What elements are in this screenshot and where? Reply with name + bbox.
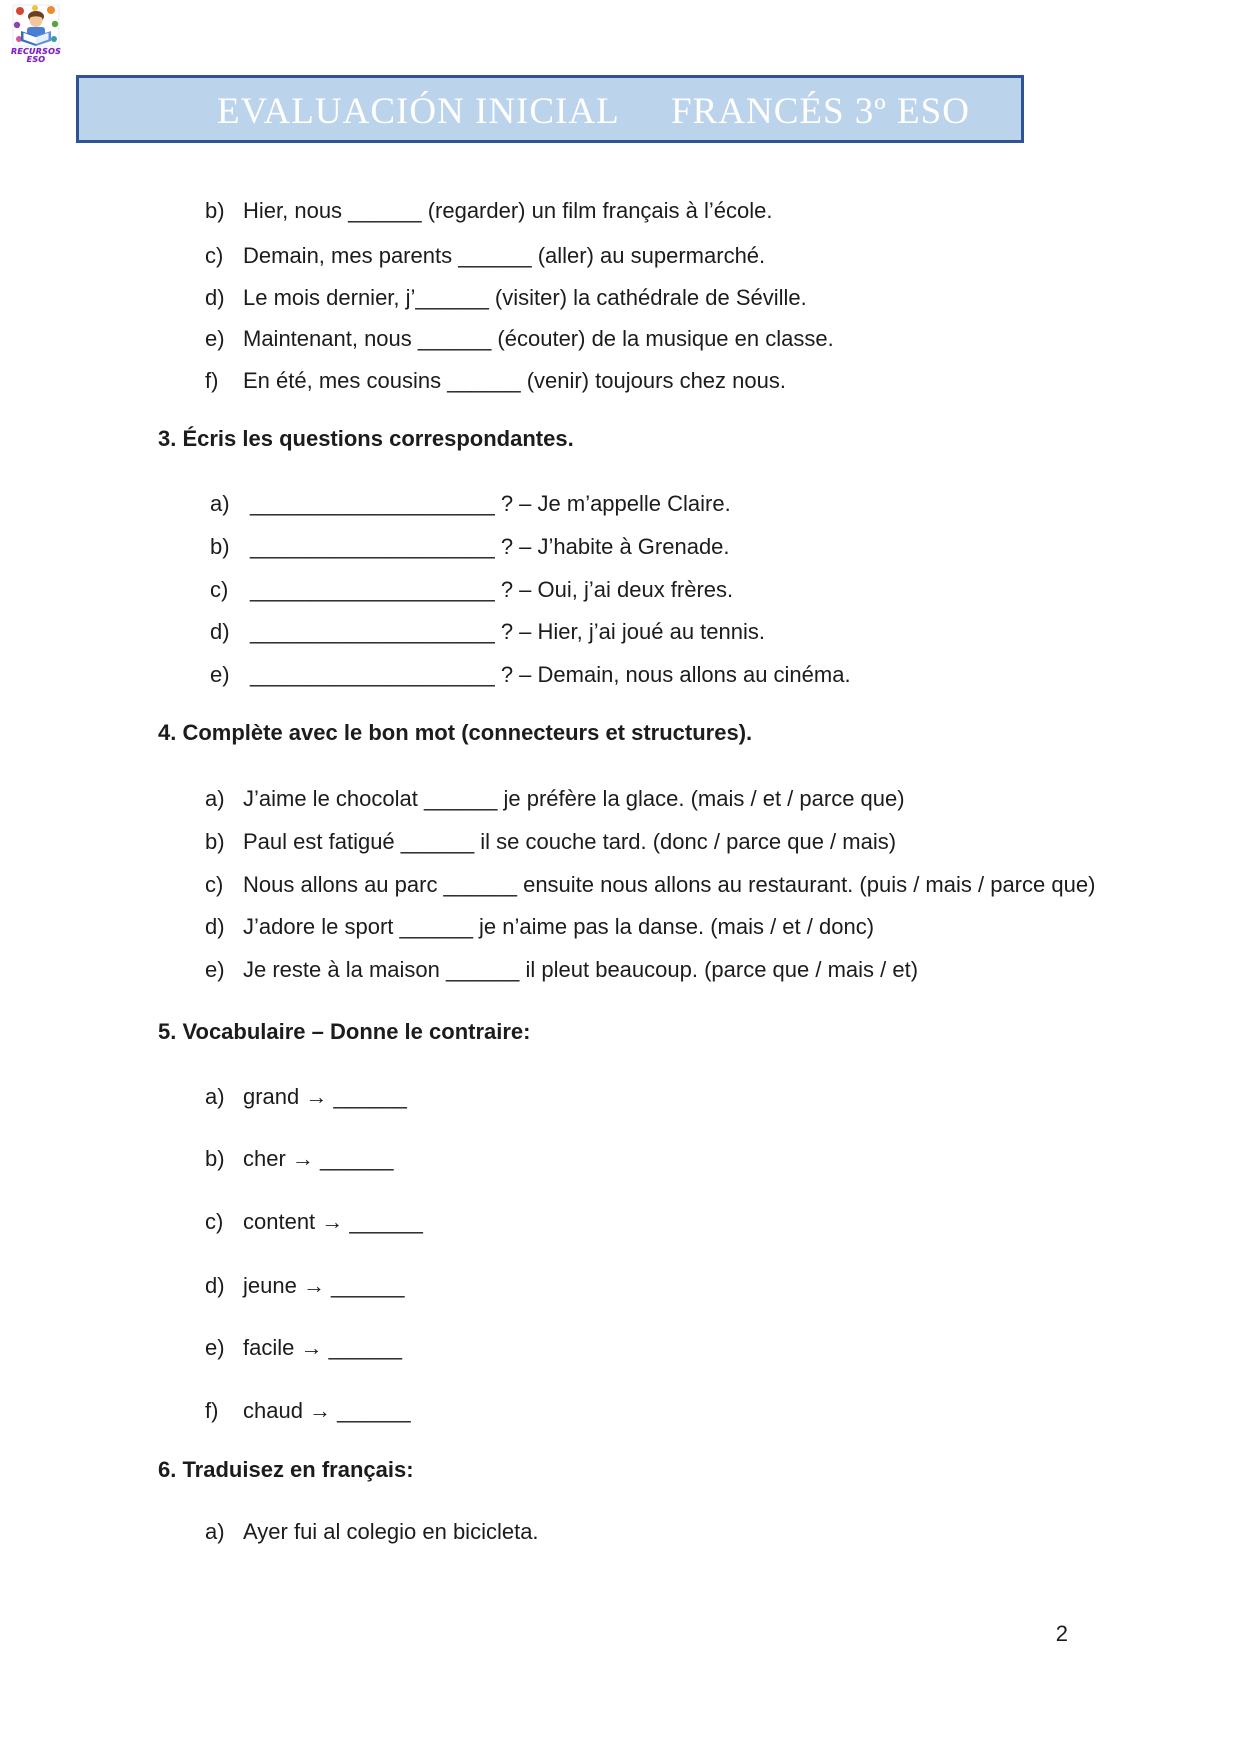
item-label: b): [205, 198, 225, 223]
list-item: [0, 828, 1241, 858]
section-heading: 6. Traduisez en français:: [158, 1457, 414, 1482]
item-label: a): [210, 491, 230, 516]
item-label: b): [205, 1146, 225, 1171]
list-item: [0, 1083, 1241, 1113]
item-text: ____________________ ? – J’habite à Grenade.: [250, 534, 730, 559]
section-heading: 3. Écris les questions correspondantes.: [158, 426, 574, 451]
item-text: J’aime le chocolat ______ je préfère la glace. (mais / et / parce que): [243, 786, 905, 811]
item-text: Maintenant, nous ______ (écouter) de la musique en classe.: [243, 326, 834, 351]
item-text: cher → ______: [243, 1146, 394, 1171]
item-label: e): [205, 326, 225, 351]
item-text: content → ______: [243, 1209, 423, 1234]
list-item: [0, 1145, 1241, 1175]
list-item: [0, 367, 1241, 397]
item-text: facile → ______: [243, 1335, 402, 1360]
item-label: d): [205, 285, 225, 310]
list-item: [0, 576, 1241, 606]
item-label: c): [210, 577, 229, 602]
site-logo: [8, 4, 64, 64]
item-text: ____________________ ? – Demain, nous allons au cinéma.: [250, 662, 851, 687]
page-number: 2: [1055, 1621, 1068, 1646]
list-item: [0, 1397, 1241, 1427]
item-text: jeune → ______: [243, 1273, 405, 1298]
item-text: ____________________ ? – Hier, j’ai joué au tennis.: [250, 619, 765, 644]
list-item: [0, 242, 1241, 272]
list-item: [0, 1208, 1241, 1238]
item-text: Ayer fui al colegio en bicicleta.: [243, 1519, 539, 1544]
item-label: e): [205, 957, 225, 982]
item-label: c): [205, 1209, 224, 1234]
list-item: [0, 618, 1241, 648]
item-text: Nous allons au parc ______ ensuite nous allons au restaurant. (puis / mais / parce que): [243, 872, 1096, 897]
item-text: J’adore le sport ______ je n’aime pas la danse. (mais / et / donc): [243, 914, 875, 939]
item-label: e): [210, 662, 230, 687]
section-heading: 5. Vocabulaire – Donne le contraire:: [158, 1019, 531, 1044]
title-banner: [76, 75, 1024, 143]
item-label: a): [205, 1084, 225, 1109]
item-label: d): [210, 619, 230, 644]
item-text: chaud → ______: [243, 1398, 411, 1423]
item-text: Demain, mes parents ______ (aller) au supermarché.: [243, 243, 766, 268]
item-text: ____________________ ? – Je m’appelle Claire.: [250, 491, 731, 516]
section-heading: 4. Complète avec le bon mot (connecteurs et structures).: [158, 720, 753, 745]
logo-illustration-icon: [11, 4, 61, 48]
banner-title-right: FRANCÉS 3º ESO: [671, 91, 970, 132]
list-item: [0, 325, 1241, 355]
logo-text-line2: ESO: [26, 55, 46, 64]
list-item: [0, 197, 1241, 227]
item-text: ____________________ ? – Oui, j’ai deux frères.: [250, 577, 734, 602]
list-item: [0, 533, 1241, 563]
item-text: En été, mes cousins ______ (venir) toujours chez nous.: [243, 368, 786, 393]
logo-text: [8, 48, 64, 64]
item-text: Hier, nous ______ (regarder) un film français à l’école.: [243, 198, 773, 223]
item-text: Paul est fatigué ______ il se couche tard. (donc / parce que / mais): [243, 829, 897, 854]
list-item: [0, 1334, 1241, 1364]
item-label: f): [205, 368, 219, 393]
item-label: c): [205, 872, 224, 897]
list-item: [0, 490, 1241, 520]
item-text: Le mois dernier, j’______ (visiter) la cathédrale de Séville.: [243, 285, 807, 310]
logo-text-line1: RECURSOS: [10, 47, 62, 56]
item-label: a): [205, 786, 225, 811]
item-label: c): [205, 243, 224, 268]
item-label: b): [210, 534, 230, 559]
item-label: d): [205, 914, 225, 939]
item-label: b): [205, 829, 225, 854]
list-item: [0, 871, 1241, 901]
list-item: [0, 1272, 1241, 1302]
list-item: [0, 284, 1241, 314]
item-label: d): [205, 1273, 225, 1298]
list-item: [0, 913, 1241, 943]
item-label: f): [205, 1398, 219, 1423]
list-item: [0, 1518, 1241, 1548]
list-item: [0, 956, 1241, 986]
banner-title-left: EVALUACIÓN INICIAL: [217, 91, 620, 132]
item-text: Je reste à la maison ______ il pleut beaucoup. (parce que / mais / et): [243, 957, 919, 982]
item-label: a): [205, 1519, 225, 1544]
item-label: e): [205, 1335, 225, 1360]
list-item: [0, 785, 1241, 815]
item-text: grand → ______: [243, 1084, 407, 1109]
list-item: [0, 661, 1241, 691]
